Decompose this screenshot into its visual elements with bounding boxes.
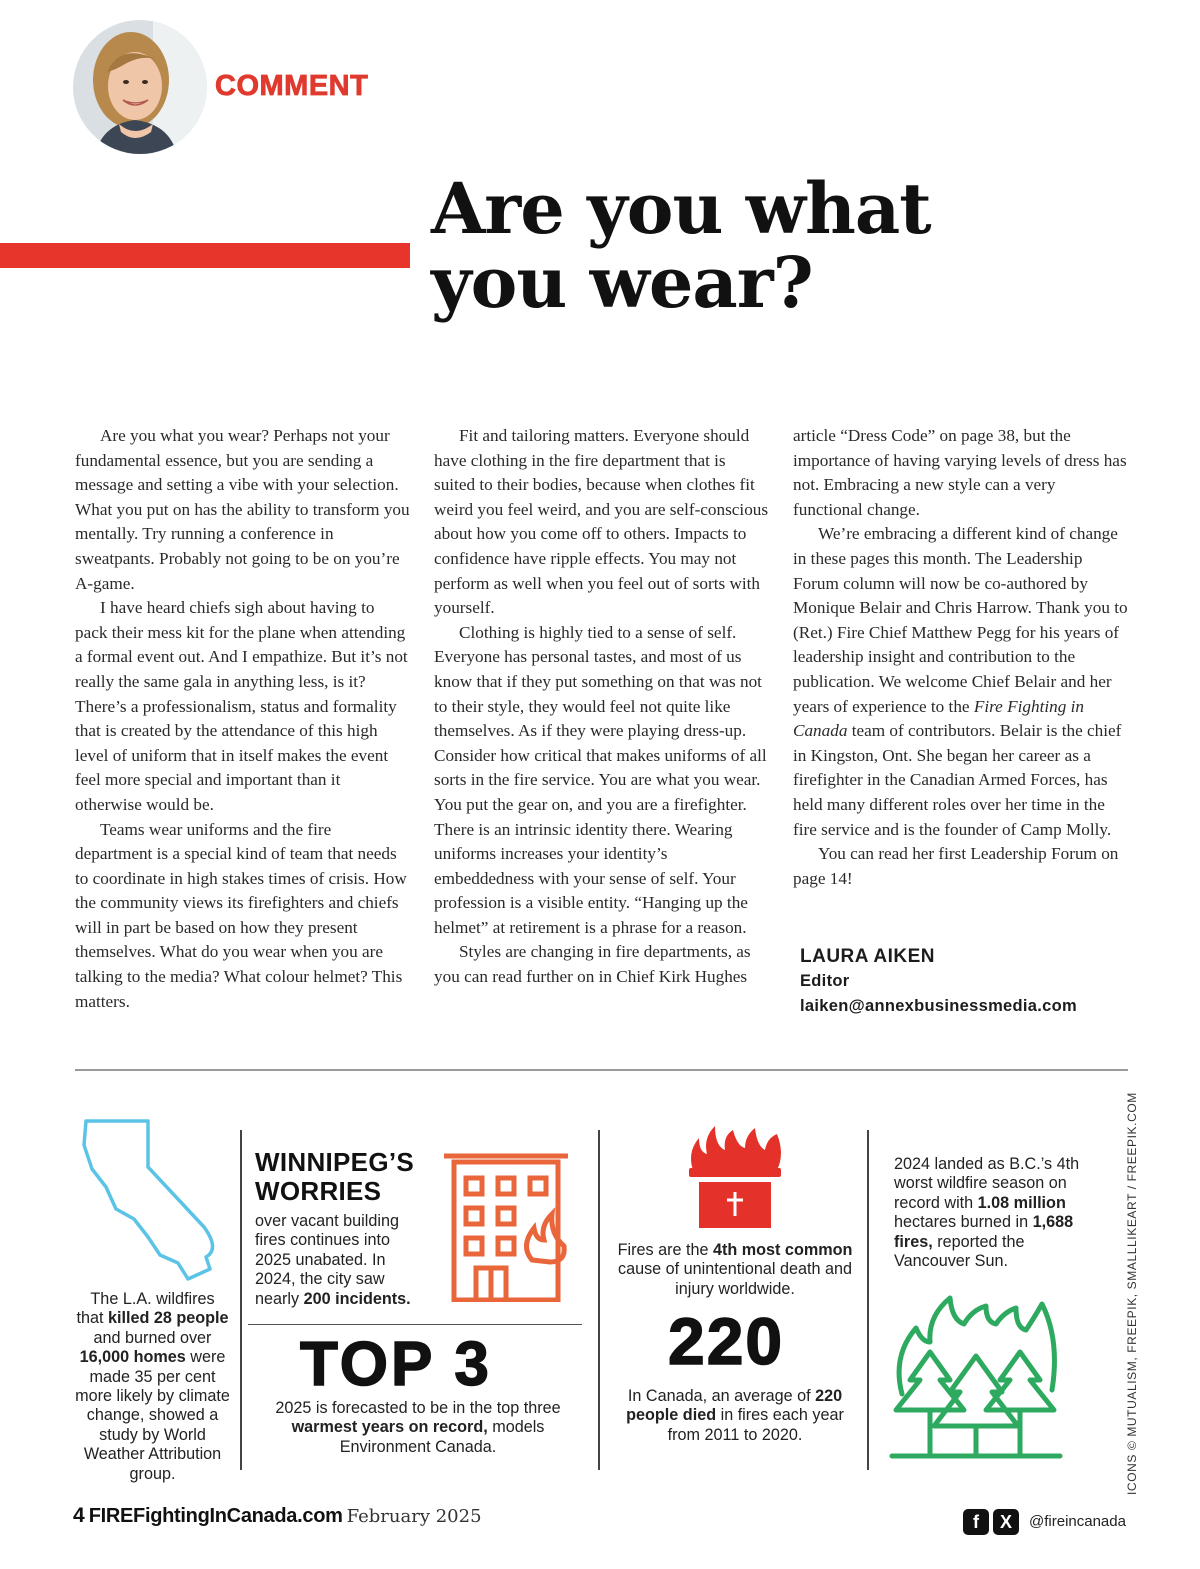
x-icon[interactable]: X (993, 1509, 1019, 1535)
stat-text: over vacant building fires continues into 2025 unabated. In 2024, the city saw nearly (255, 1212, 399, 1308)
bc-wildfire-stat (894, 1155, 1104, 1271)
divider (248, 1324, 582, 1325)
stat-highlight: 16,000 homes (79, 1348, 186, 1367)
stat-text: 2025 is forecasted to be in the top three (275, 1399, 561, 1417)
stat-highlight: killed 28 people (107, 1309, 229, 1328)
fires-cause-stat (610, 1241, 860, 1299)
stat-text: Fires are the (617, 1241, 713, 1259)
paragraph: Clothing is highly tied to a sense of self. Everyone has personal tastes, and most of us know that if they put something on that was not to their style, they would feel not quite like themselves. As if they were playing dress-up. Consider how critical that makes uniforms of all sorts in the fire service. You are what you wear. You put the gear on, and you are a firefighter. There is an intrinsic identity there. Wearing uniforms increases your identity’s embeddedness with your sense of self. Your profession is a visible entity. “Hanging up the helmet” at retirement is a phrase for a reason. (434, 622, 767, 937)
divider (867, 1130, 869, 1470)
title-line: WORRIES (255, 1176, 382, 1206)
social-icons (963, 1509, 1019, 1535)
paragraph: article “Dress Code” on page 38, but the importance of having varying levels of dress has not. Embracing a new style can a very functional change. (793, 426, 1127, 519)
paragraph: I have heard chiefs sigh about having to pack their mess kit for the plane when attending a formal event out. And I empathize. But it’s not really the same gala in anything less, is it? There’s a professionalism, status and formality that is created by the attendance of this high level of uniform that in itself makes the event feel more special and important than it otherwise would be. (75, 598, 408, 814)
stat-highlight: 1,688 fires, (894, 1213, 1074, 1251)
winnipeg-stat (255, 1212, 430, 1309)
paragraph: Are you what you wear? Perhaps not your fundamental essence, but you are sending a message and setting a vibe with your selection. What you put on has the ability to transform you mentally. Try running a conference in sweatpants. Probably not going to be on you’re A-game. (75, 426, 410, 593)
headline-line-1: Are you what (431, 167, 931, 250)
deaths-count: 220 (668, 1304, 785, 1378)
coffin-fire-icon (685, 1124, 785, 1230)
page-number: 4 (73, 1504, 85, 1527)
paragraph: Styles are changing in fire departments, as you can read further on in Chief Kirk Hughes (434, 942, 751, 987)
author-name: LAURA AIKEN (800, 946, 935, 967)
author-avatar (73, 20, 207, 154)
facebook-icon[interactable]: f (963, 1509, 989, 1535)
stat-text: and burned over (93, 1328, 212, 1347)
stat-text: were made 35 per cent more likely by climate change, showed a study by World Weather Attribution group. (75, 1348, 230, 1483)
stat-text: hectares burned in (894, 1213, 1033, 1232)
author-photo (73, 20, 207, 154)
article-column-3 (793, 424, 1129, 891)
paragraph: You can read her first Leadership Forum on page 14! (793, 844, 1119, 888)
article-column-2 (434, 424, 770, 990)
top3-heading: TOP 3 (300, 1330, 492, 1399)
divider (598, 1130, 600, 1470)
stat-text: cause of unintentional death and injury worldwide. (617, 1260, 852, 1298)
stat-text: The L.A. wildfires that (76, 1290, 215, 1328)
author-role: Editor (800, 972, 850, 990)
headline (431, 167, 1131, 324)
social-handle[interactable]: @fireincanada (1029, 1513, 1126, 1530)
divider (240, 1130, 242, 1470)
stat-text: in fires each year from 2011 to 2020. (667, 1406, 844, 1444)
divider (75, 1069, 1128, 1071)
issue-date: February 2025 (346, 1506, 482, 1527)
forest-fire-icon (888, 1294, 1064, 1466)
title-line: WINNIPEG’S (255, 1147, 415, 1177)
stat-text: In Canada, an average of (627, 1387, 816, 1405)
paragraph (793, 522, 1129, 842)
stat-highlight: 200 incidents. (303, 1289, 411, 1308)
footer-folio (73, 1504, 482, 1528)
stat-highlight: warmest years on record, (291, 1418, 488, 1437)
stat-text: 2024 landed as B.C.’s 4th worst wildfire season on record with (894, 1155, 1080, 1212)
stat-highlight: 4th most common (712, 1241, 853, 1259)
stat-text: models Environment Canada. (339, 1418, 545, 1456)
headline-line-2: you wear? (431, 241, 813, 324)
burning-building-icon (440, 1150, 572, 1302)
top3-stat (258, 1399, 578, 1457)
winnipeg-title (255, 1148, 414, 1206)
byline (800, 944, 1077, 1019)
stat-highlight: 1.08 million (977, 1193, 1066, 1212)
paragraph: Fit and tailoring matters. Everyone should have clothing in the fire department that is suited to their bodies, because when clothes fit weird you feel weird, and you are self-conscious about how you come off to others. Impacts to confidence have ripple effects. You may not perform as well when you feel out of sorts with yourself. (434, 426, 769, 618)
section-label: COMMENT (215, 70, 369, 102)
accent-bar (0, 243, 410, 268)
image-credit: ICONS © MUTUALISM, FREEPIK, SMALLLIKEART / FREEPIK.COM (1125, 1092, 1139, 1495)
paragraph-text: We’re embracing a different kind of change in these pages this month. The Leadership Forum column will now be co-authored by Monique Belair and Chris Harrow. Thank you to (Ret.) Fire Chief Matthew Pegg for his years of leadership insight and contribution to the publication. We welcome Chief Belair and her years of experience to the (793, 524, 1128, 716)
paragraph-text: team of contributors. Belair is the chief in Kingston, Ont. She began her career as a firefighter in the Canadian Armed Forces, has held many different roles over her time in the fire service and is the founder of Camp Molly. (793, 721, 1122, 839)
stat-text: reported the Vancouver Sun. (894, 1232, 1025, 1271)
la-wildfires-stat (75, 1290, 230, 1484)
canada-deaths-stat (612, 1387, 858, 1445)
paragraph: Teams wear uniforms and the fire department is a special kind of team that needs to coordinate in high stakes times of crisis. How the community views its firefighters and chiefs will in part be based on how they present themselves. What do you wear when you are talking to the media? What colour helmet? This matters. (75, 819, 407, 1011)
stat-highlight: 220 people died (626, 1387, 843, 1425)
publication-name: Fire Fighting in Canada (793, 696, 1084, 741)
article-column-1 (75, 424, 411, 1014)
author-email[interactable]: laiken@annexbusinessmedia.com (800, 997, 1077, 1015)
site-name[interactable]: FIREFightingInCanada.com (88, 1505, 343, 1527)
california-map-icon (78, 1115, 220, 1285)
